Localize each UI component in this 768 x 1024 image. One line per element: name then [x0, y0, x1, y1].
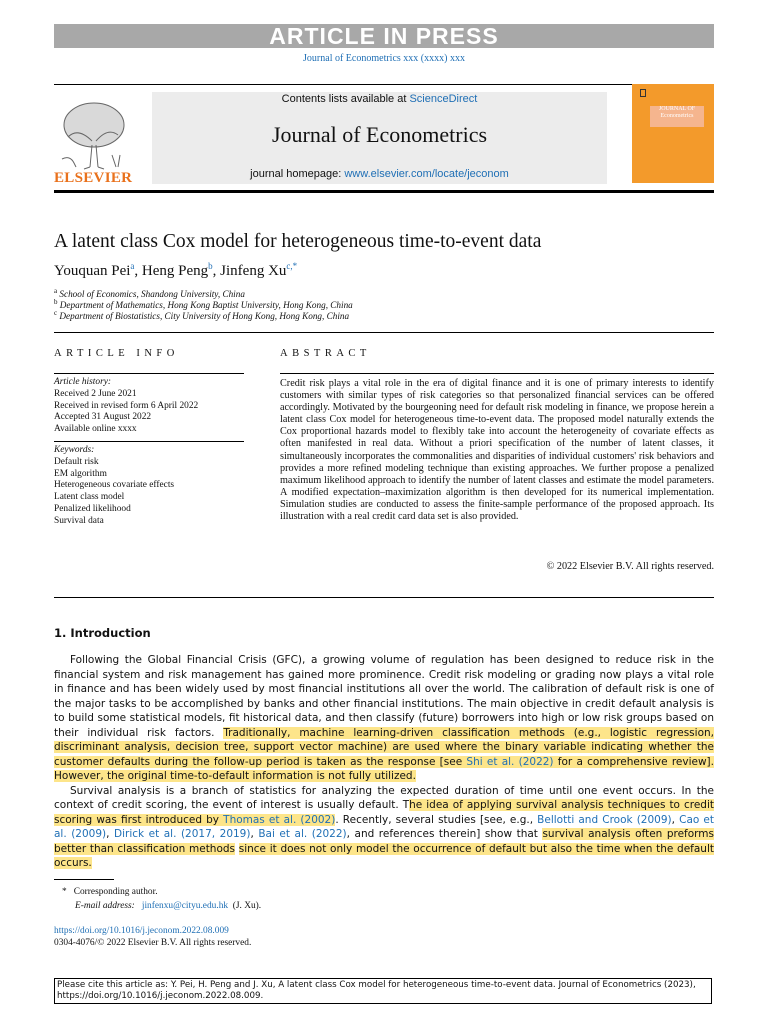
author-list: Youquan Pei$^a$, Heng Peng$^b$, Jinfeng $Xu^{c,*}$	[54, 261, 298, 279]
text-run: . Recently, several studies [see, e.g.,	[335, 813, 538, 826]
author-affiliation-link[interactable]: b	[208, 261, 213, 271]
divider	[280, 373, 714, 374]
footnote-divider	[54, 879, 114, 880]
journal-cover-image	[632, 84, 714, 183]
text-run: ,	[106, 828, 115, 840]
author-name: Youquan Pei	[54, 263, 131, 279]
keyword: EM algorithm	[54, 468, 107, 479]
homepage-link[interactable]: www.elsevier.com/locate/jeconom	[344, 168, 509, 180]
journal-title: Journal of Econometrics	[271, 122, 488, 147]
citation-link[interactable]: Cao et al. (2009)	[54, 813, 714, 840]
text-run: Survival analysis is a branch of statistics for analyzing the expected duration of time until one event occurs. In the context of credit scoring, the event of interest is usually default. T	[54, 784, 714, 811]
text-run: for a comprehensive review]. However, the original time-to-default information is not fully utilized.	[54, 755, 714, 782]
text-run: Following the Global Financial Crisis (GFC), a growing volume of regulation has been designed to reduce risk in the financial system and risk management has gained more prominence. Credit risk modeling or grading now plays a vital role in finance and has been widely used by most financial institutions all over the world. The calibration of default risk is one of the major tasks to be accomplished by banks and other financial institutions. The main objective in credit default analysis is to build some statistical models, fit historical data, and then classify (future) borrowers into high or low risk groups based on their individual risk factors.	[54, 654, 714, 739]
journal-header-box	[152, 92, 607, 184]
paragraph	[54, 784, 714, 871]
keyword: Default risk	[54, 456, 99, 467]
divider	[54, 84, 714, 85]
keywords	[54, 445, 174, 528]
cover-title: JOURNAL OF Econometrics	[650, 106, 704, 127]
keyword: Survival data	[54, 515, 104, 526]
abstract-text: Credit risk plays a vital role in the era of digital finance and it is one of primary interests to identify customers with similar types of risk categories so that personalized financial services can be offered accordingly. Motivated by the bourgeoning need for default risk modeling in finance, we propose herein a latent class Cox model for heterogeneous time-to-event data. The proposed model naturally extends the Cox proportional hazards model to flexibly take into account the heterogeneity of covariate effects as often manifested in real data. Without a priori specification of the number of latent classes, it simultaneously incorporates the commonalities and disparities of individual customers' risk behaviors and provides a more refined modeling technique than existing approaches. We further propose a penalized maximum likelihood approach to identify the number of latent classes and estimate the model parameters. A modified expectation–maximization algorithm is then developed for its numerical implementation. Simulation studies are conducted to assess the finite-sample performance of the proposed approach. Its illustration with a real credit card data set is also provided.	[280, 378, 714, 523]
affiliation-text: Department of Mathematics, Hong Kong Baptist University, Hong Kong, China	[59, 300, 353, 311]
affiliation-text: School of Economics, Shandong University, China	[59, 289, 245, 300]
history-item: Available online xxxx	[54, 424, 137, 435]
author-name: Heng Peng	[141, 263, 209, 279]
abstract-heading: ABSTRACT	[280, 348, 371, 359]
history-item: Received 2 June 2021	[54, 388, 137, 399]
citation-link[interactable]: Bellotti and Crook (2009)	[537, 813, 672, 826]
corresponding-author-note	[62, 887, 158, 897]
affiliation-marker: c	[54, 309, 58, 317]
cover-barcode-icon	[640, 89, 646, 97]
contents-line	[152, 93, 607, 105]
keywords-label: Keywords:	[54, 445, 95, 455]
affiliation-marker: a	[54, 287, 58, 295]
text-run: Traditionally, machine learning-driven classification methods (e.g., logistic regression, discriminant analysis, decision tree, support vector machine) are used where the binary variable indicating whether the customer defaults during the follow-up period is taken as the response [see	[54, 726, 714, 768]
history-item: Received in revised form 6 April 2022	[54, 400, 199, 411]
highlighted-text: since it does not only model the occurrence of default but also the time when the default occurs.	[54, 842, 714, 869]
author-affiliation-link[interactable]: a	[130, 261, 135, 271]
email-label: E-mail address:	[75, 901, 135, 911]
history-item: Accepted 31 August 2022	[54, 412, 152, 423]
affiliation-marker: b	[54, 298, 58, 306]
text-run: ,	[250, 828, 259, 840]
keyword: Latent class model	[54, 492, 125, 503]
journal-reference[interactable]: Journal of Econometrics xxx (xxxx) xxx	[303, 53, 465, 64]
doi-link[interactable]: https://doi.org/10.1016/j.jeconom.2022.08.009	[54, 926, 229, 936]
publisher-logo-text: ELSEVIER	[54, 170, 133, 186]
header-divider	[54, 190, 714, 193]
homepage-prefix: journal homepage:	[250, 168, 345, 180]
history-label: Article history:	[54, 377, 112, 387]
divider	[54, 597, 714, 598]
homepage-line	[152, 168, 607, 180]
affiliation	[54, 309, 349, 321]
sciencedirect-link[interactable]: ScienceDirect	[409, 93, 478, 105]
section-heading: 1. Introduction	[54, 626, 151, 640]
author-affiliation-link[interactable]: c,*	[286, 261, 298, 271]
citation-link[interactable]: Dirick et al. (2017, 2019)	[114, 828, 251, 840]
keyword: Penalized likelihood	[54, 503, 131, 514]
divider	[54, 373, 244, 374]
highlighted-text: survival analysis often preforms better than classification methods	[54, 828, 714, 855]
email-link[interactable]: jinfenxu@cityu.edu.hk	[141, 901, 229, 911]
article-title: A latent class Cox model for heterogeneous time-to-event data	[54, 231, 542, 252]
text-run: he idea of applying survival analysis techniques to credit scoring was first introduced by	[54, 799, 715, 826]
paragraph	[54, 653, 714, 784]
affiliation-text: Department of Biostatistics, City University of Hong Kong, Hong Kong, China	[59, 311, 350, 322]
article-info-heading: ARTICLE INFO	[54, 348, 179, 359]
corresponding-label: Corresponding author.	[73, 887, 158, 897]
text-run: , and references therein] show that	[346, 828, 543, 840]
email-note	[75, 901, 261, 911]
doi-line	[54, 926, 229, 936]
contents-prefix: Contents lists available at	[281, 93, 410, 105]
citation-link[interactable]: Thomas et al. (2002)	[223, 813, 336, 826]
email-suffix: (J. Xu).	[232, 901, 262, 911]
introduction-body	[54, 653, 714, 871]
citation-box: Please cite this article as: Y. Pei, H. Peng and J. Xu, A latent class Cox model for heterogeneous time-to-event data. Journal of Econometrics (2023), https://doi.org/10.1016/j.jeconom.2022.08.009.	[54, 978, 712, 1004]
divider	[54, 332, 714, 333]
abstract-copyright: © 2022 Elsevier B.V. All rights reserved.	[546, 561, 714, 572]
issn-line: 0304-4076/© 2022 Elsevier B.V. All rights reserved.	[54, 938, 252, 948]
article-in-press-banner: ARTICLE IN PRESS	[54, 24, 714, 48]
citation-link[interactable]: Shi et al. (2022)	[466, 755, 554, 768]
footnote-star: *	[62, 887, 67, 897]
citation-link[interactable]: Bai et al. (2022)	[258, 828, 347, 840]
divider	[54, 441, 244, 442]
keyword: Heterogeneous covariate effects	[54, 480, 175, 491]
text-run: ,	[671, 813, 680, 826]
author-name: Jinfeng Xu	[220, 263, 287, 279]
article-history	[54, 377, 198, 436]
